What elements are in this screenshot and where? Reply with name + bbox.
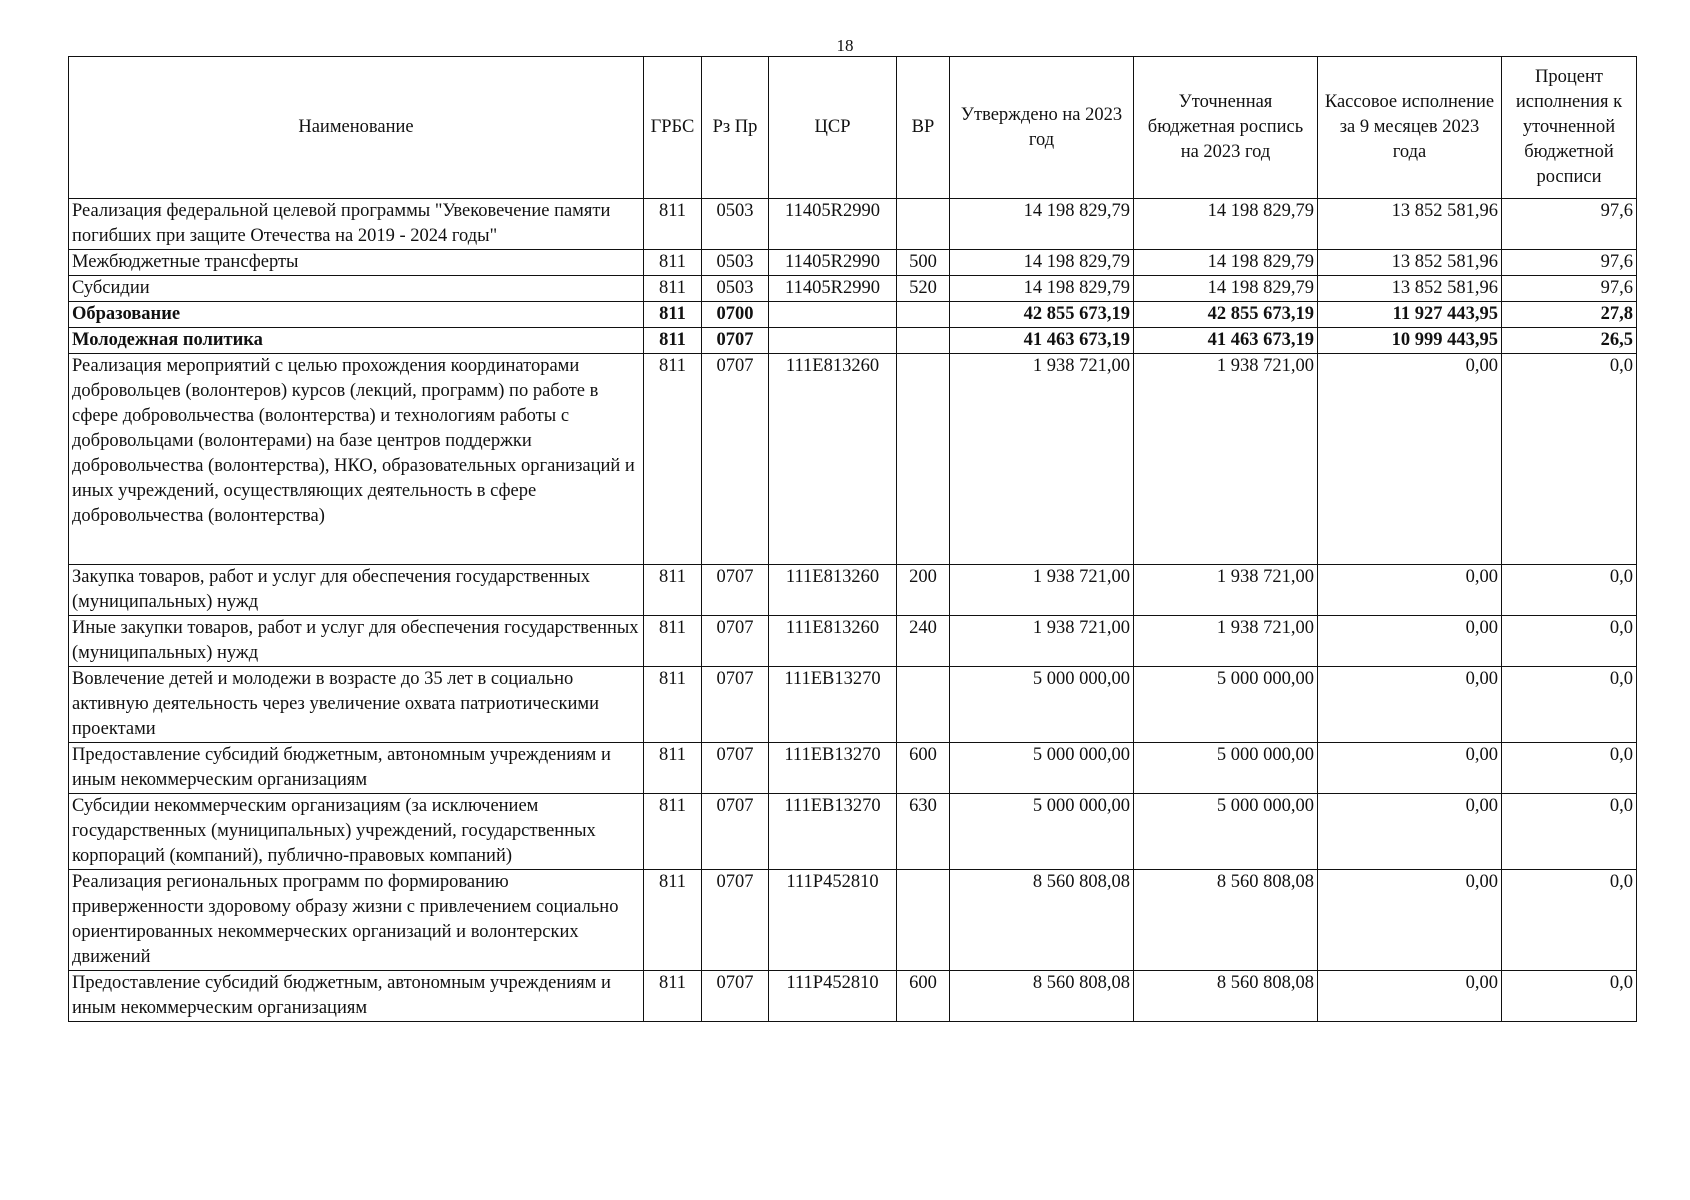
header-cash: Кассовое исполнение за 9 месяцев 2023 года bbox=[1318, 57, 1502, 199]
row-percent: 97,6 bbox=[1502, 276, 1637, 302]
row-refined: 1 938 721,00 bbox=[1134, 565, 1318, 616]
row-percent: 0,0 bbox=[1502, 870, 1637, 971]
row-refined: 1 938 721,00 bbox=[1134, 616, 1318, 667]
row-refined: 14 198 829,79 bbox=[1134, 199, 1318, 250]
row-name: Субсидии некоммерческим организациям (за исключением государственных (муниципальных) учреждений, государственных корпораций (компаний), публично-правовых компаний) bbox=[69, 794, 644, 870]
header-rzpr: Рз Пр bbox=[702, 57, 769, 199]
row-name: Закупка товаров, работ и услуг для обеспечения государственных (муниципальных) нужд bbox=[69, 565, 644, 616]
row-csr: 111E813260 bbox=[769, 354, 897, 565]
row-rzpr: 0707 bbox=[702, 667, 769, 743]
row-name: Образование bbox=[69, 302, 644, 328]
page-number: 18 bbox=[836, 36, 854, 55]
table-header-row bbox=[69, 57, 1637, 199]
row-rzpr: 0707 bbox=[702, 743, 769, 794]
row-refined: 42 855 673,19 bbox=[1134, 302, 1318, 328]
row-rzpr: 0700 bbox=[702, 302, 769, 328]
row-percent: 0,0 bbox=[1502, 971, 1637, 1022]
table-row bbox=[69, 667, 1637, 743]
table-row bbox=[69, 354, 1637, 565]
header-refined: Уточненная бюджетная роспись на 2023 год bbox=[1134, 57, 1318, 199]
row-cash: 0,00 bbox=[1318, 667, 1502, 743]
row-grbs: 811 bbox=[644, 354, 702, 565]
row-percent: 27,8 bbox=[1502, 302, 1637, 328]
row-approved: 14 198 829,79 bbox=[950, 276, 1134, 302]
row-cash: 0,00 bbox=[1318, 354, 1502, 565]
row-approved: 1 938 721,00 bbox=[950, 565, 1134, 616]
row-csr: 111EB13270 bbox=[769, 794, 897, 870]
row-grbs: 811 bbox=[644, 328, 702, 354]
row-percent: 97,6 bbox=[1502, 250, 1637, 276]
row-rzpr: 0707 bbox=[702, 616, 769, 667]
row-cash: 0,00 bbox=[1318, 616, 1502, 667]
row-grbs: 811 bbox=[644, 743, 702, 794]
header-vr: ВР bbox=[897, 57, 950, 199]
row-name: Вовлечение детей и молодежи в возрасте до 35 лет в социально активную деятельность через увеличение охвата патриотическими проектами bbox=[69, 667, 644, 743]
row-grbs: 811 bbox=[644, 199, 702, 250]
row-refined: 14 198 829,79 bbox=[1134, 250, 1318, 276]
row-approved: 5 000 000,00 bbox=[950, 743, 1134, 794]
row-grbs: 811 bbox=[644, 870, 702, 971]
row-rzpr: 0707 bbox=[702, 794, 769, 870]
row-percent: 26,5 bbox=[1502, 328, 1637, 354]
row-rzpr: 0707 bbox=[702, 565, 769, 616]
table-row bbox=[69, 565, 1637, 616]
row-vr: 240 bbox=[897, 616, 950, 667]
table-row-section bbox=[69, 328, 1637, 354]
row-approved: 14 198 829,79 bbox=[950, 199, 1134, 250]
row-name: Реализация региональных программ по формированию приверженности здоровому образу жизни с привлечением социально ориентированных некоммерческих организаций и волонтерских движений bbox=[69, 870, 644, 971]
row-refined: 1 938 721,00 bbox=[1134, 354, 1318, 565]
row-approved: 8 560 808,08 bbox=[950, 971, 1134, 1022]
row-csr: 111P452810 bbox=[769, 971, 897, 1022]
row-csr bbox=[769, 302, 897, 328]
table-row bbox=[69, 250, 1637, 276]
table-row bbox=[69, 743, 1637, 794]
row-approved: 8 560 808,08 bbox=[950, 870, 1134, 971]
row-cash: 11 927 443,95 bbox=[1318, 302, 1502, 328]
row-name: Молодежная политика bbox=[69, 328, 644, 354]
row-vr: 600 bbox=[897, 971, 950, 1022]
row-approved: 1 938 721,00 bbox=[950, 354, 1134, 565]
row-csr: 11405R2990 bbox=[769, 199, 897, 250]
row-vr bbox=[897, 199, 950, 250]
row-name: Реализация мероприятий с целью прохождения координаторами добровольцев (волонтеров) курсов (лекций, программ) по работе в сфере добровольчества (волонтерства) и технологиям работы с добровольцами (волонтерами) на базе центров поддержки добровольчества (волонтерства), НКО, образовательных организаций и иных учреждений, осуществляющих деятельность в сфере добровольчества (волонтерства) bbox=[69, 354, 644, 565]
header-percent: Процент исполнения к уточненной бюджетной росписи bbox=[1502, 57, 1637, 199]
row-approved: 42 855 673,19 bbox=[950, 302, 1134, 328]
row-vr: 630 bbox=[897, 794, 950, 870]
row-vr bbox=[897, 302, 950, 328]
row-csr: 111P452810 bbox=[769, 870, 897, 971]
table-row bbox=[69, 794, 1637, 870]
row-csr: 111E813260 bbox=[769, 565, 897, 616]
row-approved: 5 000 000,00 bbox=[950, 667, 1134, 743]
row-rzpr: 0503 bbox=[702, 199, 769, 250]
row-approved: 41 463 673,19 bbox=[950, 328, 1134, 354]
table-row bbox=[69, 276, 1637, 302]
row-vr bbox=[897, 870, 950, 971]
row-name: Реализация федеральной целевой программы "Увековечение памяти погибших при защите Отечества на 2019 - 2024 годы" bbox=[69, 199, 644, 250]
header-approved: Утверждено на 2023 год bbox=[950, 57, 1134, 199]
row-grbs: 811 bbox=[644, 250, 702, 276]
header-csr: ЦСР bbox=[769, 57, 897, 199]
row-rzpr: 0707 bbox=[702, 870, 769, 971]
row-percent: 0,0 bbox=[1502, 667, 1637, 743]
table-row bbox=[69, 870, 1637, 971]
row-refined: 5 000 000,00 bbox=[1134, 667, 1318, 743]
row-rzpr: 0707 bbox=[702, 328, 769, 354]
row-csr: 111E813260 bbox=[769, 616, 897, 667]
row-refined: 5 000 000,00 bbox=[1134, 794, 1318, 870]
row-csr bbox=[769, 328, 897, 354]
row-grbs: 811 bbox=[644, 616, 702, 667]
row-cash: 0,00 bbox=[1318, 870, 1502, 971]
row-cash: 13 852 581,96 bbox=[1318, 199, 1502, 250]
row-vr: 500 bbox=[897, 250, 950, 276]
row-csr: 111EB13270 bbox=[769, 667, 897, 743]
row-approved: 14 198 829,79 bbox=[950, 250, 1134, 276]
row-name: Межбюджетные трансферты bbox=[69, 250, 644, 276]
row-refined: 41 463 673,19 bbox=[1134, 328, 1318, 354]
header-name: Наименование bbox=[69, 57, 644, 199]
row-grbs: 811 bbox=[644, 794, 702, 870]
row-rzpr: 0707 bbox=[702, 971, 769, 1022]
row-percent: 0,0 bbox=[1502, 794, 1637, 870]
row-refined: 14 198 829,79 bbox=[1134, 276, 1318, 302]
row-vr bbox=[897, 328, 950, 354]
row-vr bbox=[897, 667, 950, 743]
table-row bbox=[69, 616, 1637, 667]
row-percent: 0,0 bbox=[1502, 743, 1637, 794]
row-grbs: 811 bbox=[644, 667, 702, 743]
row-percent: 0,0 bbox=[1502, 616, 1637, 667]
row-cash: 0,00 bbox=[1318, 794, 1502, 870]
row-name: Субсидии bbox=[69, 276, 644, 302]
row-approved: 1 938 721,00 bbox=[950, 616, 1134, 667]
budget-table bbox=[68, 56, 1637, 1022]
row-grbs: 811 bbox=[644, 565, 702, 616]
row-refined: 5 000 000,00 bbox=[1134, 743, 1318, 794]
row-cash: 13 852 581,96 bbox=[1318, 276, 1502, 302]
row-csr: 111EB13270 bbox=[769, 743, 897, 794]
row-cash: 0,00 bbox=[1318, 565, 1502, 616]
table-row-section bbox=[69, 302, 1637, 328]
row-percent: 97,6 bbox=[1502, 199, 1637, 250]
table-row bbox=[69, 199, 1637, 250]
row-cash: 10 999 443,95 bbox=[1318, 328, 1502, 354]
row-rzpr: 0707 bbox=[702, 354, 769, 565]
header-grbs: ГРБС bbox=[644, 57, 702, 199]
row-percent: 0,0 bbox=[1502, 565, 1637, 616]
row-grbs: 811 bbox=[644, 276, 702, 302]
row-name: Предоставление субсидий бюджетным, автономным учреждениям и иным некоммерческим организациям bbox=[69, 743, 644, 794]
row-refined: 8 560 808,08 bbox=[1134, 870, 1318, 971]
row-grbs: 811 bbox=[644, 302, 702, 328]
row-refined: 8 560 808,08 bbox=[1134, 971, 1318, 1022]
row-vr: 520 bbox=[897, 276, 950, 302]
row-rzpr: 0503 bbox=[702, 250, 769, 276]
row-csr: 11405R2990 bbox=[769, 276, 897, 302]
row-vr bbox=[897, 354, 950, 565]
row-cash: 13 852 581,96 bbox=[1318, 250, 1502, 276]
row-vr: 200 bbox=[897, 565, 950, 616]
row-rzpr: 0503 bbox=[702, 276, 769, 302]
table-row bbox=[69, 971, 1637, 1022]
row-cash: 0,00 bbox=[1318, 971, 1502, 1022]
row-grbs: 811 bbox=[644, 971, 702, 1022]
row-name: Предоставление субсидий бюджетным, автономным учреждениям и иным некоммерческим организациям bbox=[69, 971, 644, 1022]
row-percent: 0,0 bbox=[1502, 354, 1637, 565]
row-approved: 5 000 000,00 bbox=[950, 794, 1134, 870]
row-name: Иные закупки товаров, работ и услуг для обеспечения государственных (муниципальных) нужд bbox=[69, 616, 644, 667]
row-cash: 0,00 bbox=[1318, 743, 1502, 794]
row-vr: 600 bbox=[897, 743, 950, 794]
row-csr: 11405R2990 bbox=[769, 250, 897, 276]
